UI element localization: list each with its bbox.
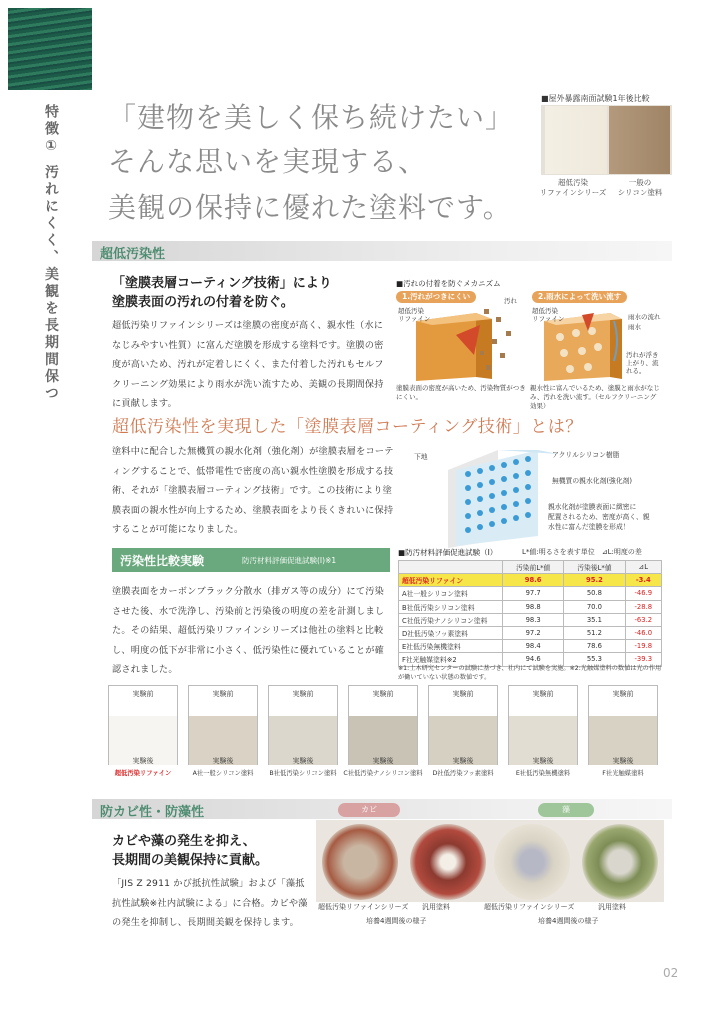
test-before-label: 実験前	[532, 690, 554, 698]
coating-label-inorganic: 無機質の親水化剤(強化剤)	[552, 477, 633, 485]
headline-line-3: 美観の保持に優れた塗料です。	[108, 191, 512, 224]
contamination-test-title: 汚染性比較実験	[120, 554, 205, 568]
mechanism-label-rain-flow: 雨水の流れ	[628, 313, 661, 321]
vertical-feature-title: 特徴① 汚れにくく、美観を長期間保つ	[43, 104, 59, 403]
section1-body: 超低汚染リファインシリーズは塗膜の密度が高く、親水性（水になじみやすい性質）に富んだ塗膜を形成する塗料です。塗膜の密度が高いため、汚れが定着しにくく、また付着した汚れもセルフクリーニング効果により雨水が洗い流すため、美観の長期間保持に貢献します。	[112, 320, 384, 409]
algae-caption-general: 汎用塗料	[598, 903, 626, 911]
contamination-table	[398, 560, 662, 667]
mold-caption-weeks: 培養4週間後の様子	[366, 917, 427, 925]
table-cell: A社一般シリコン塗料	[399, 587, 503, 600]
table-footnote: ※1:土木研究センターの試験に基づき、社内にて試験を実施。※2:光触媒塗料の数値は光の作用が働いていない状態の数値です。	[398, 665, 662, 681]
section-bar-low-contamination	[92, 241, 672, 261]
table-header-cell: ⊿L	[625, 561, 661, 574]
section2-heading: 超低汚染性を実現した「塗膜表層コーティング技術」とは？	[112, 417, 583, 437]
table-cell: 98.8	[503, 600, 564, 613]
test-panel-caption: C社低汚染ナノシリコン塗料	[343, 770, 423, 777]
test-panel	[588, 685, 658, 765]
test-after-label: 実験後	[292, 757, 314, 765]
headline-line-2: そんな思いを実現する、	[108, 145, 428, 178]
mold-dish-general	[404, 820, 492, 902]
table-cell: -46.9	[625, 587, 661, 600]
test-panel-caption: E社低汚染無機塗料	[515, 770, 571, 777]
table-cell: B社低汚染シリコン塗料	[399, 600, 503, 613]
table-title: ■防汚材料評価促進試験（I）	[398, 548, 498, 557]
test-before-label: 実験前	[132, 690, 154, 698]
test-panel-caption: 超低汚染リファイン	[114, 770, 172, 777]
coating-label-base: 下地	[414, 453, 428, 461]
mechanism-title: ■汚れの付着を防ぐメカニズム	[396, 279, 501, 288]
table-row	[399, 574, 662, 587]
mold-dish-refine	[316, 820, 404, 902]
test-after-label: 実験後	[132, 757, 154, 765]
table-cell: 超低汚染リファイン	[399, 574, 503, 587]
mechanism-pill-1: 1.汚れがつきにくい	[396, 291, 476, 303]
mechanism-caption-2: 親水性に富んでいるため、塗膜と雨水がなじみ、汚れを洗い流す。（セルフクリーニング効果）	[530, 384, 660, 410]
table-cell: 70.0	[564, 600, 625, 613]
test-panel	[508, 685, 578, 765]
table-cell: -63.2	[625, 613, 661, 626]
mechanism-label-refine-1: 超低汚染 リファイン	[398, 307, 431, 323]
table-cell: -19.8	[625, 640, 661, 653]
test-panel	[268, 685, 338, 765]
mold-tag: カビ	[338, 803, 400, 817]
test-panel	[188, 685, 258, 765]
test-after-label: 実験後	[452, 757, 474, 765]
table-row	[399, 640, 662, 653]
headline-line-1: 「建物を美しく保ち続けたい」	[108, 101, 515, 134]
table-cell: -39.3	[625, 653, 661, 666]
mechanism-caption-1: 塗膜表面の密度が高いため、汚染物質がつきにくい。	[396, 384, 526, 401]
mechanism-label-refine-2: 超低汚染 リファイン	[532, 307, 565, 323]
test-after-label: 実験後	[372, 757, 394, 765]
algae-tag: 藻	[538, 803, 594, 817]
table-cell: 97.2	[503, 626, 564, 639]
table-row	[399, 613, 662, 626]
table-row	[399, 600, 662, 613]
test-after-label: 実験後	[612, 757, 634, 765]
section-bar-title: 超低汚染性	[100, 247, 166, 262]
mechanism-label-rain: 雨水	[628, 323, 641, 331]
coating-diagram	[396, 440, 666, 550]
table-cell: 98.3	[503, 613, 564, 626]
table-row	[399, 587, 662, 600]
photo-label-silicone: 一般の シリコン塗料	[617, 178, 663, 197]
table-cell: E社低汚染無機塗料	[399, 640, 503, 653]
table-cell: 51.2	[564, 626, 625, 639]
test-panel-caption: B社低汚染シリコン塗料	[269, 770, 337, 777]
test-before-label: 実験前	[612, 690, 634, 698]
coating-label-desc: 親水化剤が塗膜表面に緻密に 配置されるため、密度が高く、親 水性に富んだ塗膜を形成！	[548, 503, 650, 531]
table-row	[399, 626, 662, 639]
section4-heading: カビや藻の発生を抑え、 長期間の美観保持に貢献。	[112, 834, 269, 868]
section1-heading: 「塗膜表層コーティング技術」により 塗膜表面の汚れの付着を防ぐ。	[112, 276, 332, 310]
mold-caption-refine: 超低汚染リファインシリーズ	[318, 903, 409, 911]
table-cell: 55.3	[564, 653, 625, 666]
algae-dish-refine	[488, 820, 576, 902]
table-cell: 98.6	[503, 574, 564, 587]
coating-label-acryl: アクリルシリコン樹脂	[552, 451, 620, 459]
contamination-test-subtitle: 防汚材料評価促進試験(I)※1	[242, 556, 337, 565]
test-before-label: 実験前	[292, 690, 314, 698]
table-cell: D社低汚染フッ素塗料	[399, 626, 503, 639]
test-after-label: 実験後	[532, 757, 554, 765]
table-header-cell: 汚染前L*値	[503, 561, 564, 574]
exposure-photo-silicone	[609, 106, 670, 174]
algae-caption-refine: 超低汚染リファインシリーズ	[484, 903, 575, 911]
mechanism-diagram-2	[530, 291, 660, 381]
table-cell: -28.8	[625, 600, 661, 613]
table-cell: 35.1	[564, 613, 625, 626]
section3-body: 塗膜表面をカーボンブラック分散水（排ガス等の成分）にて汚染させた後、水で洗浄し、汚染前と汚染後の明度の差を計測しました。その結果、超低汚染リファインシリーズは他社の塗料と比較し、明度の低下が非常に小さく、低汚染性に優れていることが確認されました。	[112, 586, 385, 675]
table-cell: -3.4	[625, 574, 661, 587]
test-panel-caption: F社光触媒塗料	[602, 770, 644, 777]
photo-caption: ■屋外暴露南面試験1年後比較	[541, 94, 650, 103]
section2-body: 塗料中に配合した無機質の親水化剤（強化剤）が塗膜表層をコーティングすることで、低帯電性で密度の高い親水性塗膜を形成する技術、それが「塗膜表層コーティング技術」です。この技術により塗膜表面の親水性が向上するため、塗膜表面をより長くきれいに保持することが可能になりました。	[112, 446, 394, 535]
mechanism-diagram-1	[396, 291, 522, 381]
table-cell: F社光触媒塗料※2	[399, 653, 503, 666]
test-panel	[348, 685, 418, 765]
table-cell: 97.7	[503, 587, 564, 600]
mechanism-pill-2: 2.雨水によって洗い流す	[532, 291, 627, 303]
mold-caption-general: 汎用塗料	[422, 903, 450, 911]
table-header-cell	[399, 561, 503, 574]
test-panel	[108, 685, 178, 765]
test-before-label: 実験前	[452, 690, 474, 698]
contamination-test-tag	[112, 548, 390, 572]
table-cell: C社低汚染ナノシリコン塗料	[399, 613, 503, 626]
green-stripe-decoration	[8, 8, 92, 90]
test-before-label: 実験前	[372, 690, 394, 698]
section-bar-title: 防カビ性・防藻性	[100, 805, 205, 820]
test-after-label: 実験後	[212, 757, 234, 765]
table-unit-note: L*値:明るさを表す単位 ⊿L:明度の差	[522, 548, 642, 556]
table-cell: 78.6	[564, 640, 625, 653]
test-panel	[428, 685, 498, 765]
table-header-cell: 汚染後L*値	[564, 561, 625, 574]
table-cell: 50.8	[564, 587, 625, 600]
photo-label-refine: 超低汚染 リファインシリーズ	[539, 178, 607, 197]
page-number: 02	[663, 966, 679, 980]
test-panel-caption: A社一般シリコン塗料	[192, 770, 254, 777]
table-cell: 94.6	[503, 653, 564, 666]
table-cell: 95.2	[564, 574, 625, 587]
algae-caption-weeks: 培養4週間後の様子	[538, 917, 599, 925]
table-cell: -46.0	[625, 626, 661, 639]
table-cell: 98.4	[503, 640, 564, 653]
exposure-photo-refine	[545, 106, 607, 174]
section4-body: 「JIS Z 2911 かび抵抗性試験」および「藻抵抗性試験※社内試験による」に合格。カビや藻の発生を抑制し、長期間美観を保持します。	[112, 878, 308, 928]
test-panel-caption: D社低汚染フッ素塗料	[432, 770, 494, 777]
mechanism-label-dirt: 汚れ	[504, 297, 517, 305]
mechanism-label-float: 汚れが浮き 上がり、流れる。	[626, 351, 659, 375]
test-before-label: 実験前	[212, 690, 234, 698]
algae-dish-general	[576, 820, 664, 902]
